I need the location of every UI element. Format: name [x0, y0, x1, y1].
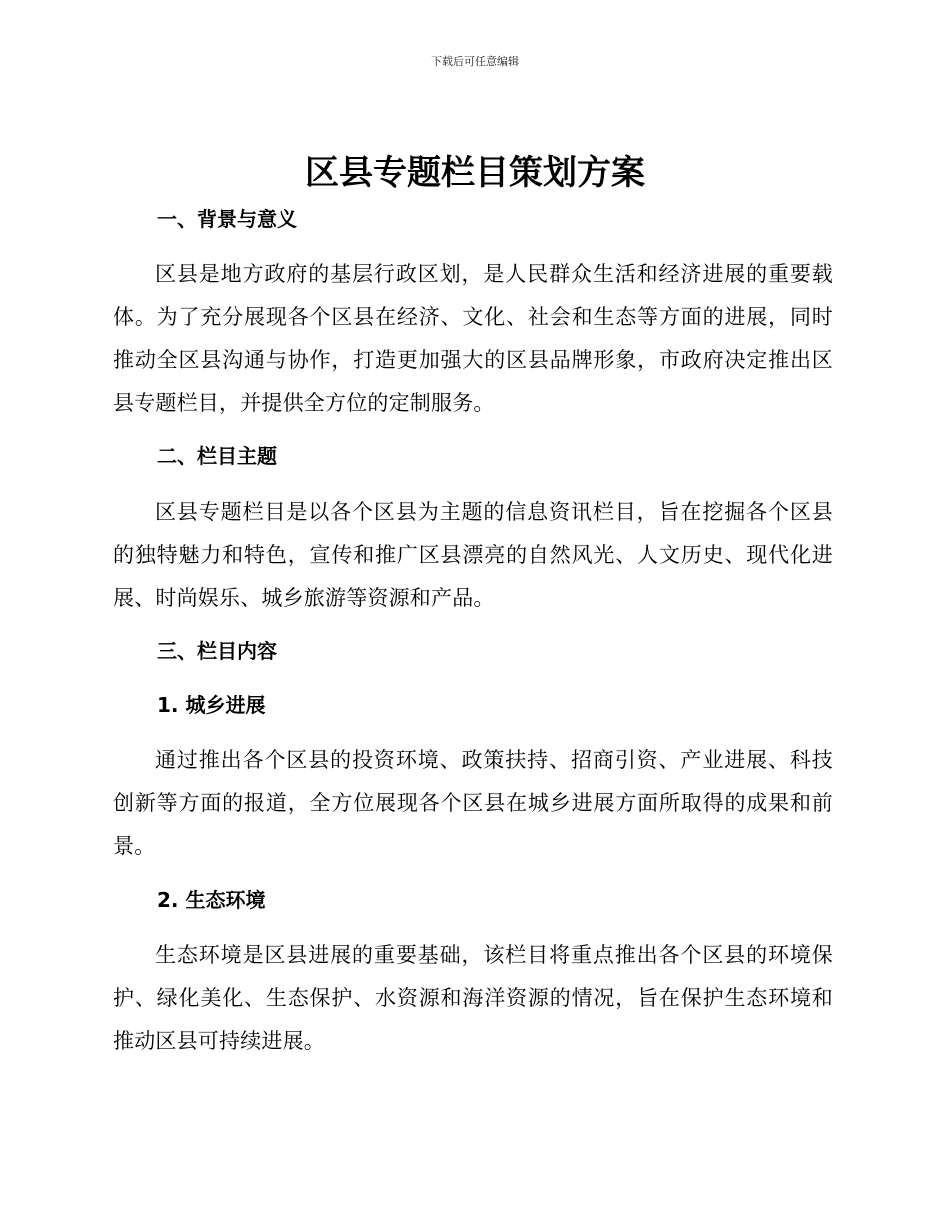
subsection-heading-ecology: 2. 生态环境: [157, 888, 266, 912]
subsection-paragraph-urban-rural: 通过推出各个区县的投资环境、政策扶持、招商引资、产业进展、科技创新等方面的报道，全方位展现各个区县在城乡进展方面所取得的成果和前景。: [113, 748, 833, 858]
section-heading-theme: 二、栏目主题: [157, 444, 277, 468]
section-paragraph-theme: 区县专题栏目是以各个区县为主题的信息资讯栏目，旨在挖掘各个区县的独特魅力和特色，宣传和推广区县漂亮的自然风光、人文历史、现代化进展、时尚娱乐、城乡旅游等资源和产品。: [113, 500, 833, 610]
section-paragraph-background: 区县是地方政府的基层行政区划，是人民群众生活和经济进展的重要载体。为了充分展现各个区县在经济、文化、社会和生态等方面的进展，同时推动全区县沟通与协作，打造更加强大的区县品牌形象，市政府决定推出区县专题栏目，并提供全方位的定制服务。: [113, 262, 833, 415]
subsection-heading-urban-rural: 1. 城乡进展: [157, 693, 266, 717]
page-header-note: 下载后可任意编辑: [431, 55, 519, 68]
section-heading-content: 三、栏目内容: [157, 639, 277, 663]
subsection-paragraph-ecology: 生态环境是区县进展的重要基础，该栏目将重点推出各个区县的环境保护、绿化美化、生态保护、水资源和海洋资源的情况，旨在保护生态环境和推动区县可持续进展。: [113, 943, 833, 1053]
document-title: 区县专题栏目策划方案: [305, 153, 645, 193]
section-heading-background: 一、背景与意义: [157, 207, 297, 231]
